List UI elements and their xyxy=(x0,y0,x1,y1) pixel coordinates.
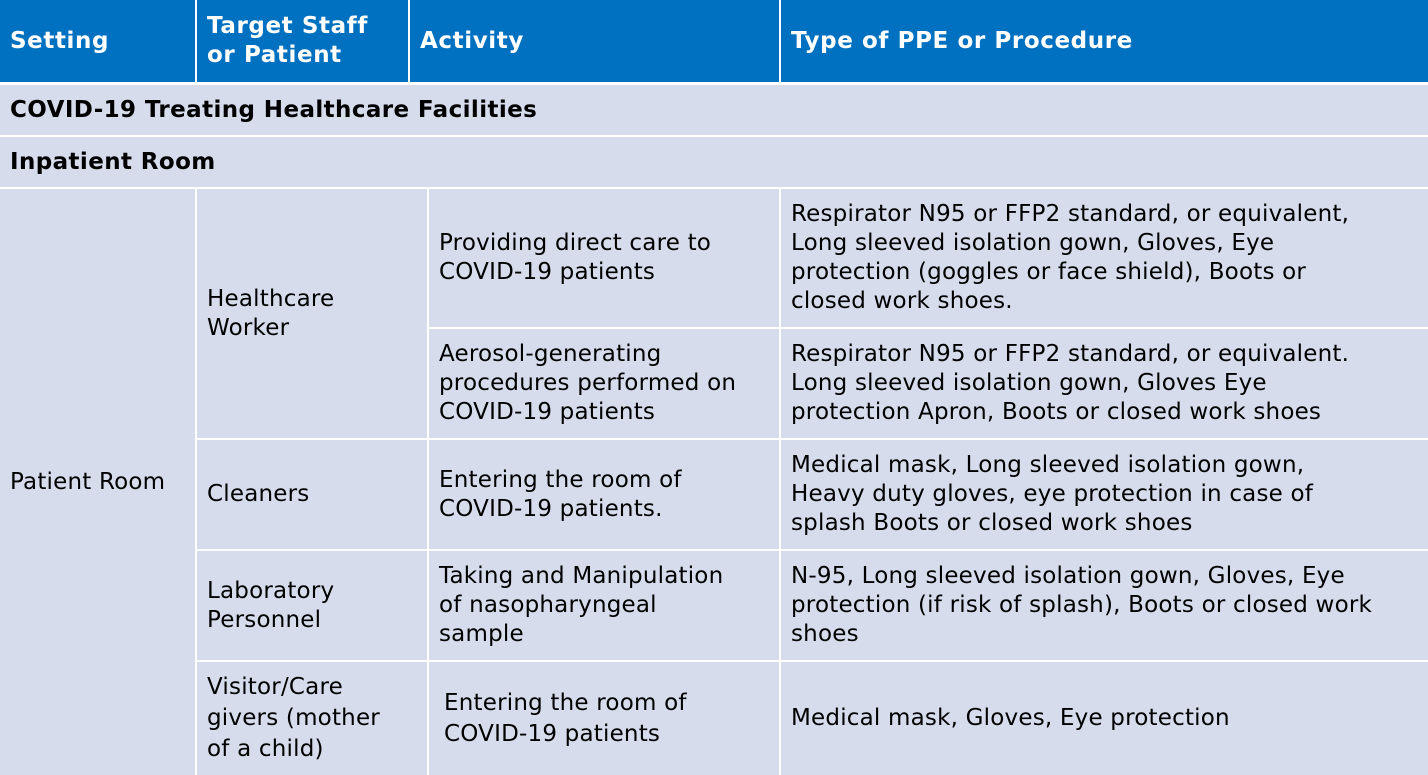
ppe-label: N-95, Long sleeved isolation gown, Gloves, Eye protection (if risk of splash), Boots or closed work shoes xyxy=(791,563,1373,647)
activity-cell xyxy=(429,662,779,775)
target-label: Healthcare Worker xyxy=(207,285,335,341)
activity-cell xyxy=(429,440,779,549)
activity-label: Aerosol-generating procedures performed on COVID-19 patients xyxy=(439,341,737,425)
setting-cell xyxy=(0,189,195,775)
section-facility-label: COVID-19 Treating Healthcare Facilities xyxy=(10,96,538,123)
target-label: Visitor/Care givers (mother of a child) xyxy=(207,674,380,762)
activity-label: Entering the room of COVID-19 patients xyxy=(444,689,687,747)
header-setting xyxy=(0,0,195,82)
target-cell xyxy=(197,662,427,775)
activity-label: Entering the room of COVID-19 patients. xyxy=(439,466,682,522)
target-cell xyxy=(197,551,427,660)
activity-cell xyxy=(429,189,779,327)
header-setting-label: Setting xyxy=(10,27,110,54)
activity-label: Taking and Manipulation of nasopharyngeal sample xyxy=(439,563,724,647)
target-label: Cleaners xyxy=(207,481,310,507)
ppe-label: Medical mask, Gloves, Eye protection xyxy=(791,705,1230,731)
target-cell xyxy=(197,189,427,438)
activity-label: Providing direct care to COVID-19 patients xyxy=(439,230,712,285)
ppe-cell xyxy=(781,551,1428,660)
header-ppe-label: Type of PPE or Procedure xyxy=(791,27,1133,54)
ppe-label: Respirator N95 or FFP2 standard, or equivalent, Long sleeved isolation gown, Gloves, Eye protection (goggles or face shield), Boots or closed work shoes. xyxy=(791,201,1350,314)
section-facility xyxy=(0,85,1428,135)
header-activity-label: Activity xyxy=(420,27,524,54)
activity-cell xyxy=(429,329,779,438)
section-room xyxy=(0,137,1428,187)
ppe-cell xyxy=(781,440,1428,549)
activity-cell xyxy=(429,551,779,660)
header-target xyxy=(197,0,408,82)
ppe-cell xyxy=(781,189,1428,327)
header-activity xyxy=(410,0,779,82)
ppe-cell xyxy=(781,329,1428,438)
ppe-cell xyxy=(781,662,1428,775)
header-target-label: Target Staff or Patient xyxy=(207,13,368,68)
section-room-label: Inpatient Room xyxy=(10,148,216,175)
ppe-label: Medical mask, Long sleeved isolation gown, Heavy duty gloves, eye protection in case of splash Boots or closed work shoes xyxy=(791,452,1314,536)
target-label: Laboratory Personnel xyxy=(207,577,335,633)
ppe-label: Respirator N95 or FFP2 standard, or equivalent. Long sleeved isolation gown, Gloves Eye protection Apron, Boots or closed work shoes xyxy=(791,341,1350,425)
header-ppe xyxy=(781,0,1428,82)
target-cell xyxy=(197,440,427,549)
setting-value: Patient Room xyxy=(10,468,166,495)
